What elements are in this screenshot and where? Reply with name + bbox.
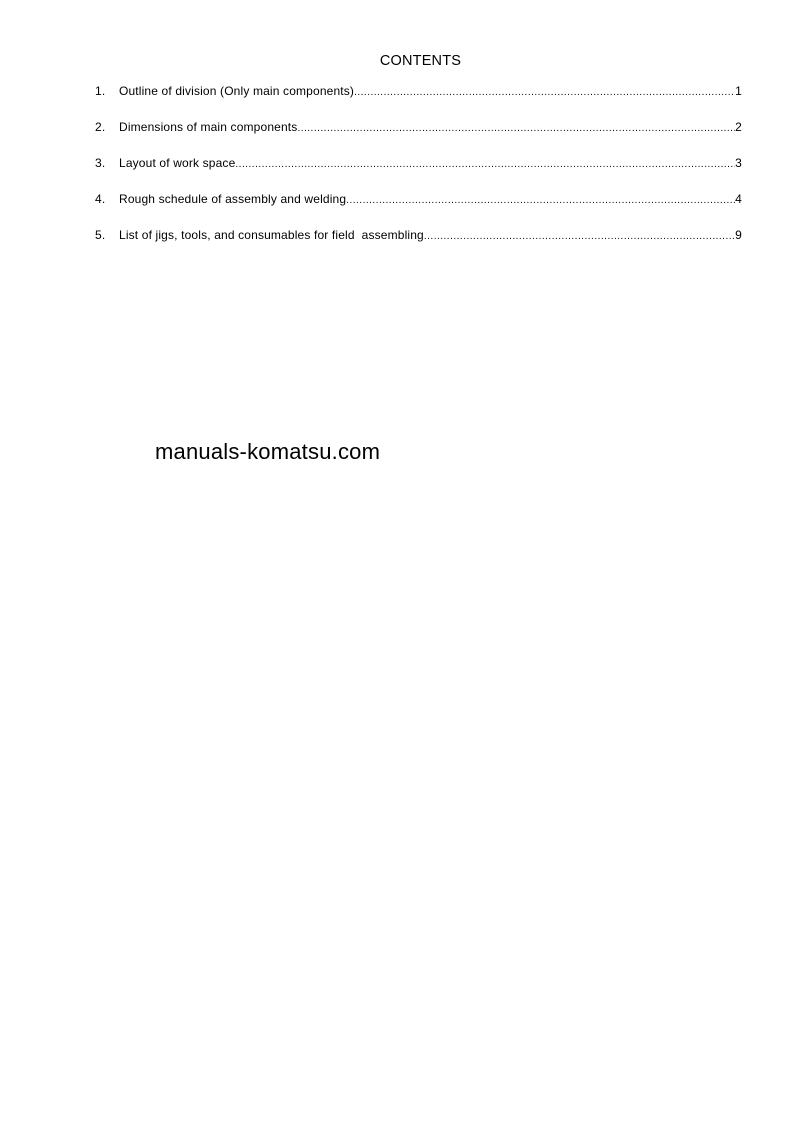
toc-entry-text: Layout of work space (119, 156, 236, 170)
toc-entry-number: 3. (95, 156, 106, 170)
toc-entry-number: 4. (95, 192, 106, 206)
document-title: CONTENTS (379, 53, 462, 69)
toc-entry-page: 2 (735, 120, 742, 134)
toc-leader-dots (346, 194, 735, 208)
toc-entry-number: 5. (95, 228, 106, 242)
toc-leader-dots (297, 122, 735, 136)
toc-leader-dots (235, 158, 735, 172)
watermark-text: manuals-komatsu.com (155, 439, 381, 464)
toc-entry (95, 192, 742, 228)
toc-entry-text: Dimensions of main components (119, 120, 298, 134)
toc-entry (95, 120, 742, 156)
toc-entry-page: 4 (735, 192, 742, 206)
toc-entry-number: 1. (95, 84, 106, 98)
toc-leader-dots (354, 86, 735, 100)
toc-entry-page: 9 (735, 228, 742, 242)
toc-entry-number: 2. (95, 120, 106, 134)
table-of-contents (95, 84, 742, 264)
toc-entry (95, 84, 742, 120)
toc-entry-text: Rough schedule of assembly and welding (119, 192, 347, 206)
toc-entry-page: 3 (735, 156, 742, 170)
toc-entry-text: List of jigs, tools, and consumables for field assembling (119, 228, 424, 242)
toc-leader-dots (424, 230, 735, 244)
toc-entry (95, 156, 742, 192)
toc-entry (95, 228, 742, 264)
toc-entry-text: Outline of division (Only main components) (119, 84, 355, 98)
toc-entry-page: 1 (735, 84, 742, 98)
